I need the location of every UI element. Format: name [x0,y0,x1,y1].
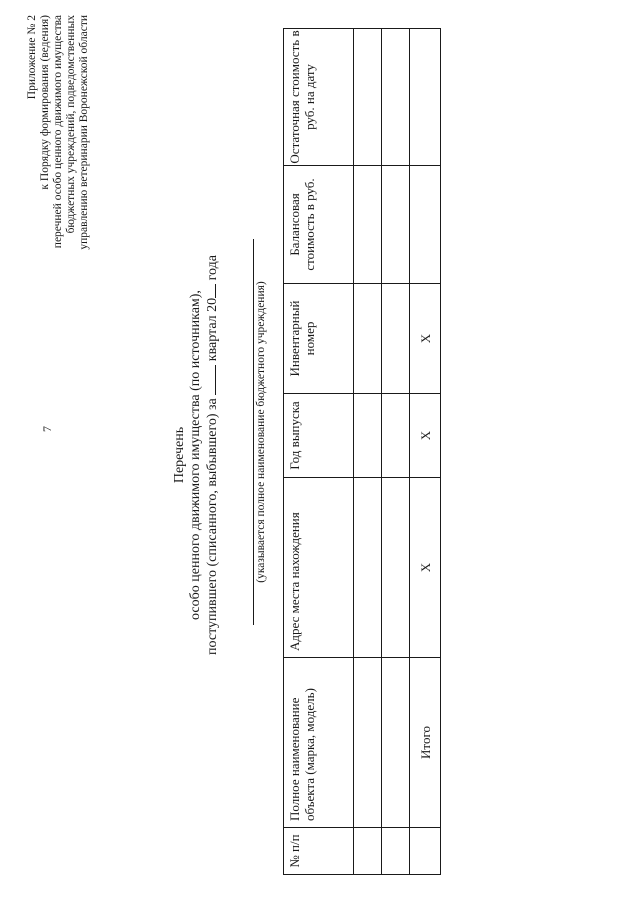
assets-table [283,28,441,875]
total-cell [410,828,441,875]
title-text: года [205,255,220,281]
total-row [410,29,441,875]
table-cell [382,29,410,166]
title-line: особо ценного движимого имущества (по источникам), [187,290,203,620]
table-cell [354,394,382,478]
table-header-row [284,29,354,875]
table-cell [354,284,382,394]
institution-caption: (указывается полное наименование бюджетного учреждения) [255,281,267,583]
year-blank [203,284,216,298]
table-cell [382,478,410,658]
total-cell [410,29,441,166]
table-cell [354,29,382,166]
table-row [354,29,382,875]
table-row [382,29,410,875]
header-cell: Адрес места нахождения [284,478,354,658]
appendix-line: Приложение № 2 [26,15,38,100]
title-text: квартал 20 [205,297,220,362]
header-cell: Инвентарный номер [284,284,354,394]
document-title [172,205,221,705]
table-cell [354,828,382,875]
total-cell: Х [410,394,441,478]
total-cell: Х [410,478,441,658]
table-cell [354,166,382,284]
header-cell: Балансовая стоимость в руб. [284,166,354,284]
quarter-blank [203,365,216,395]
appendix-line: к Порядку формирования (ведения) [39,15,51,190]
institution-name-line [253,239,254,625]
header-cell: Остаточная стоимость в руб. на дату [284,29,354,166]
page-number: 7 [40,426,54,432]
appendix-line: бюджетных учреждений, подведомственных [65,15,77,234]
header-cell: Полное наименование объекта (марка, модель) [284,658,354,828]
total-label: Итого [410,658,441,828]
header-cell: Год выпуска [284,394,354,478]
table-cell [354,658,382,828]
total-cell: Х [410,284,441,394]
title-text: поступившего (списанного, выбывшего) за [205,398,220,655]
table-cell [382,284,410,394]
table-cell [354,478,382,658]
appendix-line: управлению ветеринарии Воронежской области [78,15,90,250]
table-cell [382,828,410,875]
appendix-note [26,15,91,265]
title-heading: Перечень [172,426,187,484]
total-cell [410,166,441,284]
table-cell [382,658,410,828]
table-cell [382,166,410,284]
table-cell [382,394,410,478]
title-line-period [203,205,221,705]
appendix-line: перечней особо ценного движимого имущества [52,15,64,249]
header-cell: № п/п [284,828,354,875]
